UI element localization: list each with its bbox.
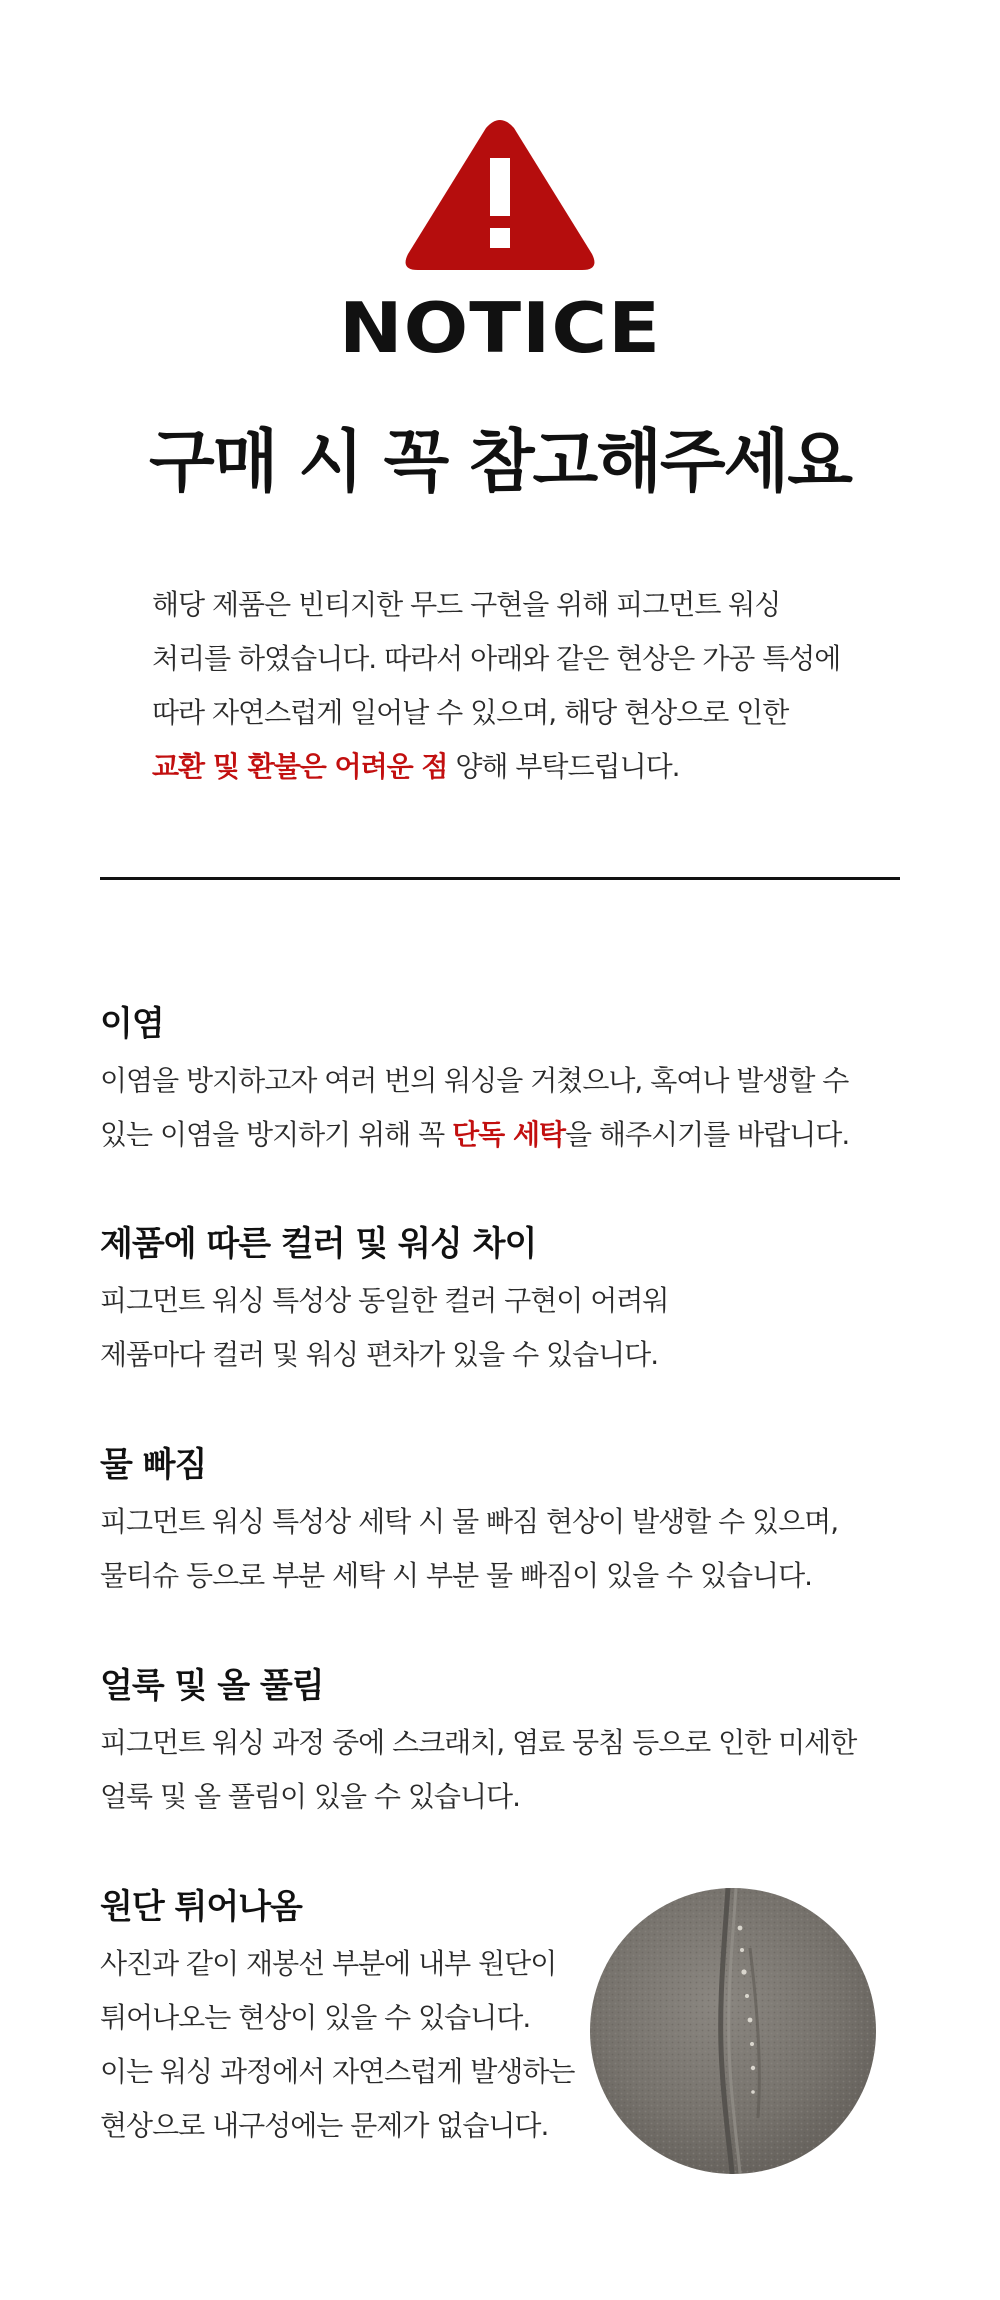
section-line: 얼룩 및 올 풀림이 있을 수 있습니다. <box>100 1780 520 1813</box>
section-fading <box>100 1443 920 1603</box>
section-line <box>100 1108 920 1162</box>
intro-paragraph <box>152 578 912 794</box>
intro-line <box>152 740 912 794</box>
fabric-seam-photo <box>590 1888 876 2174</box>
section-title: 원단 튀어나옴 <box>100 1887 302 1927</box>
section-line: 제품마다 컬러 및 워싱 편차가 있을 수 있습니다. <box>100 1338 659 1371</box>
section-color-wash-difference <box>100 1222 920 1382</box>
warning-triangle-icon <box>402 118 598 274</box>
section-line: 사진과 같이 재봉선 부분에 내부 원단이 <box>100 1947 557 1980</box>
page-headline: 구매 시 꼭 참고해주세요 <box>149 423 851 502</box>
section-title: 물 빠짐 <box>100 1445 207 1485</box>
section-line: 피그먼트 워싱 과정 중에 스크래치, 염료 뭉침 등으로 인한 미세한 <box>100 1726 857 1759</box>
section-divider <box>100 877 900 880</box>
intro-line: 따라 자연스럽게 일어날 수 있으며, 해당 현상으로 인한 <box>152 696 789 729</box>
section-line: 이염을 방지하고자 여러 번의 워싱을 거쳤으나, 혹여나 발생할 수 <box>100 1064 849 1097</box>
section-color-transfer <box>100 1002 920 1162</box>
section-line: 튀어나오는 현상이 있을 수 있습니다. <box>100 2001 531 2034</box>
intro-line: 해당 제품은 빈티지한 무드 구현을 위해 피그먼트 워싱 <box>152 588 781 621</box>
notice-title: NOTICE <box>338 286 662 369</box>
intro-line: 처리를 하였습니다. 따라서 아래와 같은 현상은 가공 특성에 <box>152 642 841 675</box>
no-refund-highlight: 교환 및 환불은 어려운 점 <box>152 750 448 783</box>
section-title: 이염 <box>100 1004 164 1044</box>
section-stains-loose-threads <box>100 1664 920 1824</box>
section-line: 피그먼트 워싱 특성상 동일한 컬러 구현이 어려워 <box>100 1284 669 1317</box>
section-title: 얼룩 및 올 풀림 <box>100 1666 324 1706</box>
section-line-part: 있는 이염을 방지하기 위해 꼭 <box>100 1118 453 1151</box>
intro-line-rest: 양해 부탁드립니다. <box>447 750 680 783</box>
section-line: 물티슈 등으로 부분 세탁 시 부분 물 빠짐이 있을 수 있습니다. <box>100 1559 813 1592</box>
section-line: 현상으로 내구성에는 문제가 없습니다. <box>100 2109 549 2142</box>
section-line: 이는 워싱 과정에서 자연스럽게 발생하는 <box>100 2055 575 2088</box>
section-fabric-protrusion <box>100 1885 600 2153</box>
separate-wash-highlight: 단독 세탁 <box>452 1118 566 1151</box>
section-line: 피그먼트 워싱 특성상 세탁 시 물 빠짐 현상이 발생할 수 있으며, <box>100 1505 839 1538</box>
section-title: 제품에 따른 컬러 및 워싱 차이 <box>100 1224 537 1264</box>
section-line-part: 을 해주시기를 바랍니다. <box>565 1118 850 1151</box>
